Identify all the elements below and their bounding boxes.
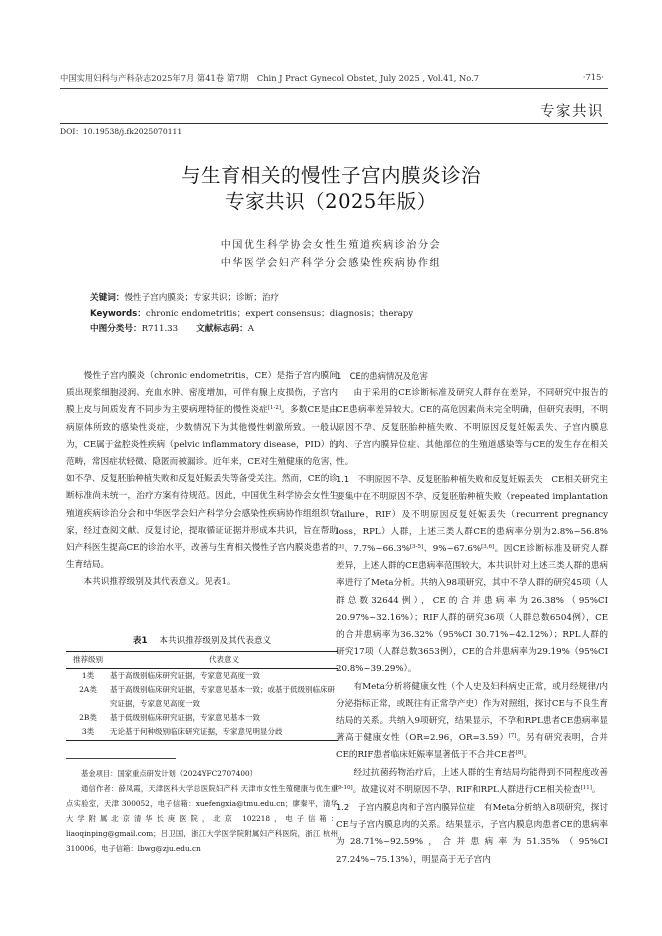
keywords-cn [90, 291, 570, 303]
citation: [3-5] [409, 544, 424, 551]
page-number: ·715· [582, 72, 604, 82]
treatment-paragraph: 经过抗菌药物治疗后，上述人群的生育结局均能得到不同程度改善[9-10]。故建议对不明原因不孕、RIF和RPL人群进行CE相关检查[11]。 [336, 767, 608, 795]
article-title-line-1: 与生育相关的慢性子宫内膜炎诊治 [180, 164, 481, 187]
footnote-divider [66, 758, 176, 759]
meta-analysis-paragraph: 有Meta分析将健康女性（个人史及妇科病史正常，或月经规律/内分泌指标正常，或既往有正常孕产史）作为对照组，探讨CE与不良生育结局的关系。共纳入9项研究，结果显示，不孕和RPL患者CE患病率显著高于健康女性（OR=2.96，OR=3.59）[7]。另有研究表明，合并CE的RIF患者临床妊娠率显著低于不合并CE者[8]。 [336, 681, 608, 761]
table-caption-text: 本共识推荐级别及其代表意义 [159, 636, 272, 646]
table-label: 表1 [132, 636, 148, 646]
table-header: 推荐级别 [66, 652, 110, 669]
table-cell-level: 3类 [66, 725, 110, 740]
section-divider [60, 123, 608, 124]
table-row [66, 669, 338, 684]
table-row [66, 683, 338, 711]
left-column [66, 368, 338, 592]
table-header-row [66, 652, 338, 669]
class-label: 中图分类号： [90, 324, 142, 334]
table-cell-level: 2B类 [79, 713, 97, 723]
keywords-en [90, 307, 570, 319]
citation: [3] [336, 544, 344, 551]
doc-code-label: 文献标志码： [196, 324, 248, 334]
author-group-2: 中华医学会妇产科学分会感染性疾病协作组 [220, 258, 442, 269]
footnote [66, 766, 338, 857]
subsection-1-1: 1.1 不明原因不孕、反复胚胎种植失败和反复妊娠丢失 CE相关研究主要集中在不明原因不孕、反复胚胎种植失败（repeated implantation failure，RIF）及不明原因反复妊娠丢失（recurrent pregnancy loss，RPL）人群，上述三类人群CE的患病率分别为2.8%~56.8%[3]、7.7%~66.3%[3-5]、9%~67.6%[3,6]。因CE诊断标准及研究人群差异，上述人群的CE患病率范围较大，本共识针对上述三类人群的患病率进行了Meta分析。共纳入98项研究，其中不孕人群的研究45项（人群总数32644例），CE的合并患病率为26.38%（95%CI 20.97%~32.16%）；RIF人群的研究36项（人群总数6504例），CE的合并患病率为36.32%（95%CI 30.71%~42.12%）；RPL人群的研究17项（人群总数3653例），CE的合并患病率为29.19%（95%CI 20.8%~39.29%）。 [336, 474, 608, 675]
section-heading-1: 1 CE的患病情况及危害 [336, 371, 428, 381]
subsection-1-2-title: 1.2 子宫内膜息肉和子宫内膜异位症 [336, 802, 476, 813]
citation: [1-2] [267, 405, 282, 412]
author-group-1: 中国优生科学协会女性生殖道疾病诊治分会 [220, 240, 442, 251]
table-cell-meaning: 基于低级别临床研究证据，专家意见基本一致 [110, 713, 260, 723]
table-row [66, 725, 338, 740]
article-title-line-2: 专家共识（2025年版） [225, 190, 437, 213]
doc-code-value: A [247, 324, 254, 334]
keywords-en-label: Keywords： [90, 309, 146, 319]
keywords-en-value: chronic endometritis；expert consensus；diagnosis；therapy [145, 309, 414, 319]
keywords-cn-value: 慢性子宫内膜炎；专家共识；诊断；治疗 [124, 293, 280, 303]
right-column [336, 368, 608, 869]
recommendation-table [66, 651, 338, 741]
table-cell-level: 2A类 [79, 685, 97, 695]
table-cell-meaning: 基于高级别临床研究证据，专家意见基本一致；或基于低级别临床研究证据，专家意见高度一致 [110, 685, 335, 709]
table-row [66, 711, 338, 725]
section-1-paragraph: 由于采用的CE诊断标准及研究人群存在差异，不同研究中报告的CE患病率差异较大。CE的高危因素尚未完全明确，但研究表明，不明原因不孕、反复胚胎种植失败、不明原因反复妊娠丢失、子宫内膜息肉、子宫内膜异位症、其他部位的生殖道感染等与CE的发生存在相关性。 [336, 388, 608, 468]
table-caption [66, 634, 338, 646]
doi: DOI：10.19538/j.fk2025070111 [60, 127, 183, 136]
table-header: 代表意义 [110, 652, 338, 669]
keywords-cn-label: 关键词： [90, 293, 125, 303]
funding-note: 基金项目：国家重点研发计划（2024YFC2707400） [81, 769, 257, 778]
subsection-1-1-title: 1.1 不明原因不孕、反复胚胎种植失败和反复妊娠丢失 [336, 474, 543, 485]
table-cell-level: 1类 [81, 671, 95, 681]
citation: [8] [515, 750, 524, 757]
running-head: 中国实用妇科与产科杂志2025年7月 第41卷 第7期 Chin J Pract Gynecol Obstet, July 2025 , Vol.41, No.7 [60, 73, 480, 83]
citation: [3,6] [481, 544, 495, 551]
classification [90, 322, 570, 334]
section-label: 专家共识 [540, 104, 604, 120]
citation: [7] [508, 733, 517, 740]
citation: [9-10] [336, 784, 353, 791]
table-cell-meaning: 基于高级别临床研究证据，专家意见高度一致 [110, 671, 260, 681]
subsection-1-2: 1.2 子宫内膜息肉和子宫内膜异位症 有Meta分析纳入8项研究，探讨CE与子宫内膜息肉的关系。结果显示，子宫内膜息肉患者CE的患病率为28.71%~92.59%，合并患病率为51.35%（95%CI 27.24%~75.13%），明显高于无子宫内 [336, 802, 608, 865]
citation: [11] [580, 784, 592, 791]
table-cell-meaning: 无论基于何种级别临床研究证据，专家意见明显分歧 [110, 725, 338, 740]
header-divider [60, 88, 608, 89]
intro-paragraph: 慢性子宫内膜炎（chronic endometritis，CE）是指子宫内膜间质出现浆细胞浸润、充血水肿、密度增加，可伴有腺上皮损伤，子宫内膜上皮与间质发育不同步为主要病理特征的慢性炎症[1-2]。多数CE是由病原体所致的感染性炎症，少数情况下为其他慢性刺激所致。一般认为，CE属于盆腔炎性疾病（pelvic inflammatory disease，PID）的范畴，常因症状轻微、隐匿而被漏诊。近年来，CE对生殖健康的危害，如不孕、反复胚胎种植失败和反复妊娠丢失等备受关注。然而，CE的诊断标准尚未统一，治疗方案有待规范。因此，中国优生科学协会女性生殖道疾病诊治分会和中华医学会妇产科学分会感染性疾病协作组组织专家，经过查阅文献、反复讨论，提取循证证据并形成本共识，旨在帮助妇产科医生提高CE的诊治水平，改善与生育相关慢性子宫内膜炎患者的生育结局。 [66, 371, 338, 571]
table-reference-paragraph: 本共识推荐级别及其代表意义。见表1。 [83, 577, 236, 588]
class-value: R711.33 [141, 324, 179, 334]
corresponding-authors: 通信作者：薛凤霞，天津医科大学总医院妇产科 天津市女性生殖健康与优生重点实验室，天津 300052，电子信箱：xuefengxia@tmu.edu.cn；廖秦平，清华大学附属北京清华长庚医院，北京 102218，电子信箱：liaoqinping@gmail.com；吕卫国，浙江大学医学院附属妇产科医院，浙江 杭州 310006，电子信箱：lbwg@zju.edu.cn [66, 784, 338, 854]
